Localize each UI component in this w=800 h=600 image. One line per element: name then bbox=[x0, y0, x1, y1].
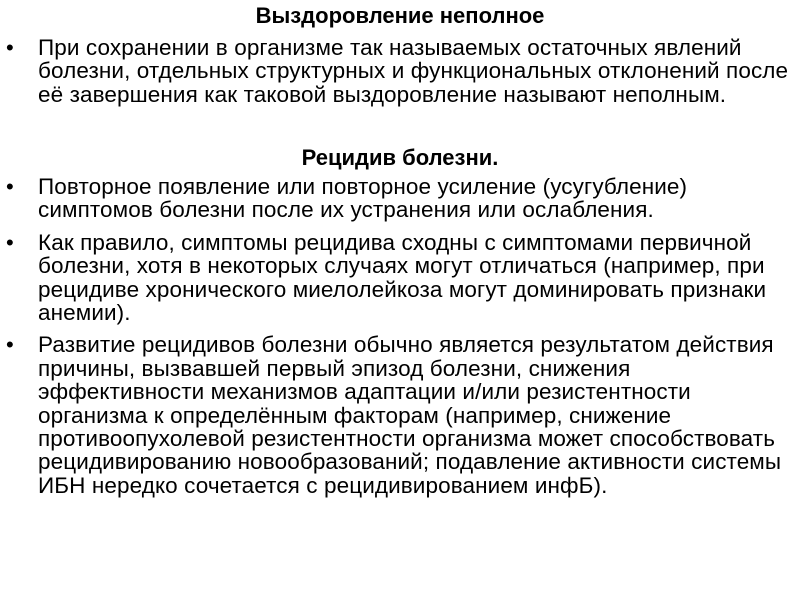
bullet-marker: • bbox=[6, 174, 14, 199]
bullet-item bbox=[0, 175, 790, 222]
bullet-marker: • bbox=[6, 35, 14, 60]
bullet-list-relapse bbox=[0, 175, 790, 506]
bullet-marker: • bbox=[6, 332, 14, 358]
bullet-text: При сохранении в организме так называемых остаточных явлений болезни, отдельных структурных и функциональных отклонений после её завершения как таковой выздоровление называют неполным. bbox=[38, 35, 789, 107]
bullet-item bbox=[0, 231, 790, 325]
bullet-text: Повторное появление или повторное усиление (усугубление) симптомов болезни после их устранения или ослабления. bbox=[38, 174, 688, 223]
bullet-text: Развитие рецидивов болезни обычно является результатом действия причины, вызвавшей первый эпизод болезни, снижения эффективности механизмов адаптации и/или резистентности организма к определённым факторам (например, снижение противоопухолевой резистентности организма может способствовать рецидивированию новообразований; подавление активности системы ИБН нередко сочетается с рецидивированием инфБ). bbox=[38, 332, 782, 498]
bullet-marker: • bbox=[6, 229, 14, 255]
bullet-item bbox=[0, 333, 790, 497]
bullet-list-incomplete-recovery bbox=[0, 36, 790, 106]
bullet-text: Как правило, симптомы рецидива сходны с симптомами первичной болезни, хотя в некоторых случаях могут отличаться (например, при рецидиве хронического миелолейкоза могут доминировать признаки анемии). bbox=[38, 229, 767, 326]
heading-relapse: Рецидив болезни. bbox=[301, 145, 499, 170]
heading-incomplete-recovery: Выздоровление неполное bbox=[255, 3, 545, 28]
bullet-item bbox=[0, 36, 790, 106]
